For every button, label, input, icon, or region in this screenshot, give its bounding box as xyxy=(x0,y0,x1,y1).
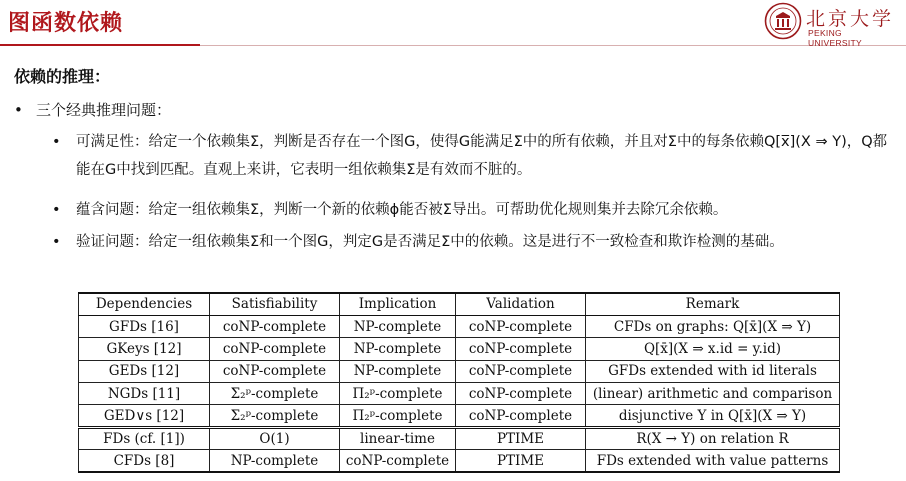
table-cell: coNP-complete xyxy=(456,383,586,405)
table-cell: PTIME xyxy=(456,427,586,449)
page-title: 图函数依赖 xyxy=(8,11,124,36)
logo-en-text: PEKING UNIVERSITY xyxy=(808,28,863,48)
list-item xyxy=(52,196,898,224)
table-cell: Σ₂ᵖ-complete xyxy=(210,383,340,405)
title-bar xyxy=(0,0,906,48)
table-cell: coNP-complete xyxy=(456,405,586,427)
university-logo xyxy=(764,2,896,48)
table-cell: O(1) xyxy=(210,427,340,449)
logo-cn-text: 北京大学 xyxy=(806,8,895,30)
table-row xyxy=(79,338,840,360)
bullet-icon: • xyxy=(52,202,61,218)
table-header-cell: Implication xyxy=(340,293,456,315)
table-cell: Σ₂ᵖ-complete xyxy=(210,405,340,427)
title-rule xyxy=(200,45,906,46)
table-cell: NP-complete xyxy=(340,338,456,360)
table-header-row xyxy=(79,293,840,315)
table-row xyxy=(79,360,840,382)
table-cell: (linear) arithmetic and comparison xyxy=(586,383,840,405)
table-cell: Π₂ᵖ-complete xyxy=(340,405,456,427)
table-cell: NGDs [11] xyxy=(79,383,210,405)
table-cell: FDs extended with value patterns xyxy=(586,450,840,472)
table-row xyxy=(79,405,840,427)
table-cell: GFDs extended with id literals xyxy=(586,360,840,382)
list-item xyxy=(52,228,898,256)
table-cell: coNP-complete xyxy=(456,360,586,382)
list-item xyxy=(52,128,898,184)
table-cell: Π₂ᵖ-complete xyxy=(340,383,456,405)
list-item-text: 验证问题：给定一组依赖集Σ和一个图G，判定G是否满足Σ中的依赖。这是进行不一致检查和欺诈检测的基础。 xyxy=(76,234,784,250)
intro-text: 三个经典推理问题： xyxy=(36,101,172,119)
table-cell: PTIME xyxy=(456,450,586,472)
table-row xyxy=(79,450,840,472)
bullet-icon: • xyxy=(52,134,61,150)
table-cell: coNP-complete xyxy=(210,338,340,360)
table-header-cell: Remark xyxy=(586,293,840,315)
table-cell: CFDs [8] xyxy=(79,450,210,472)
table-cell: Q[x̄](X ⇒ x.id = y.id) xyxy=(586,338,840,360)
table-header-cell: Satisfiability xyxy=(210,293,340,315)
table-row xyxy=(79,383,840,405)
table-cell: coNP-complete xyxy=(210,315,340,337)
table-row xyxy=(79,427,840,449)
table-cell: GKeys [12] xyxy=(79,338,210,360)
table-cell: GED∨s [12] xyxy=(79,405,210,427)
table-cell: coNP-complete xyxy=(340,450,456,472)
table-cell: GEDs [12] xyxy=(79,360,210,382)
table-cell: GFDs [16] xyxy=(79,315,210,337)
seal-icon xyxy=(764,2,802,40)
table-cell: NP-complete xyxy=(340,360,456,382)
complexity-table xyxy=(78,292,840,473)
table-header-cell: Validation xyxy=(456,293,586,315)
section-heading: 依赖的推理： xyxy=(14,67,111,86)
table-cell: NP-complete xyxy=(210,450,340,472)
table-cell: coNP-complete xyxy=(210,360,340,382)
bullet-icon: • xyxy=(52,234,61,250)
table-cell: FDs (cf. [1]) xyxy=(79,427,210,449)
table-row xyxy=(79,315,840,337)
table-cell: coNP-complete xyxy=(456,315,586,337)
title-underline xyxy=(0,44,200,46)
intro-item xyxy=(14,99,171,120)
list-item-text: 蕴含问题：给定一组依赖集Σ，判断一个新的依赖ϕ能否被Σ导出。可帮助优化规则集并去除冗余依赖。 xyxy=(76,202,728,218)
bullet-icon: • xyxy=(14,101,23,119)
table-header-cell: Dependencies xyxy=(79,293,210,315)
table-cell: R(X → Y) on relation R xyxy=(586,427,840,449)
table-cell: disjunctive Y in Q[x̄](X ⇒ Y) xyxy=(586,405,840,427)
table-cell: coNP-complete xyxy=(456,338,586,360)
table-cell: CFDs on graphs: Q[x̄](X ⇒ Y) xyxy=(586,315,840,337)
table-cell: linear-time xyxy=(340,427,456,449)
table-cell: NP-complete xyxy=(340,315,456,337)
list-item-text: 可满足性：给定一个依赖集Σ，判断是否存在一个图G，使得G能满足Σ中的所有依赖，并且对Σ中的每条依赖Q[x̅](X ⇒ Y)，Q都能在G中找到匹配。直观上来讲，它表明一组依赖集Σ是有效而不脏的。 xyxy=(76,134,888,178)
